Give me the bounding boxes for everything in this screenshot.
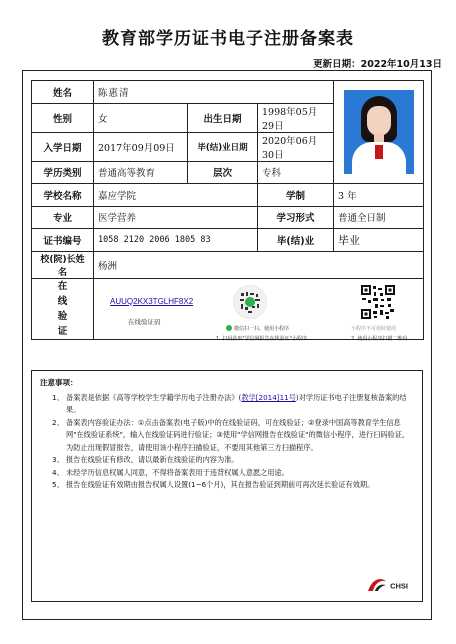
duration-value: 3 年: [334, 184, 424, 207]
chsi-logo-icon: [366, 575, 388, 593]
status-value: 毕业: [334, 229, 424, 252]
school-value: 嘉应学院: [94, 184, 258, 207]
mini-caption-1: 微信扫一扫，使用小程序: [226, 325, 289, 332]
major-value: 医学营养: [94, 206, 258, 229]
verify-label: 在 线 验 证: [32, 278, 94, 339]
grad-value: 2020年06月30日: [258, 132, 334, 161]
president-value: 杨洲: [94, 251, 424, 278]
gender-label: 性别: [32, 103, 94, 132]
cert-value: 1058 2120 2006 1805 83: [94, 229, 258, 252]
gender-value: 女: [94, 103, 188, 132]
notes-title: 注意事项：: [40, 378, 78, 387]
president-label: 校(院)长姓名: [32, 251, 94, 278]
photo-cell: [334, 81, 424, 184]
form-value: 普通全日制: [334, 206, 424, 229]
cert-label: 证书编号: [32, 229, 94, 252]
level-label: 层次: [188, 161, 258, 184]
category-label: 学历类别: [32, 161, 94, 184]
note-item: 3、 报告在线验证有修改，请以最新在线验证的内容为准。: [52, 455, 239, 464]
status-label: 毕(结)业: [258, 229, 334, 252]
update-date: 更新日期：2022年10月13日: [313, 59, 442, 70]
qr-caption-2: 2. 使用小程序扫描二维码: [351, 335, 408, 342]
birth-label: 出生日期: [188, 103, 258, 132]
note-item: 5、 报告在线验证有效期由报告权属人设置(1~6个月)，其在报告验证到期前可再次延长验证有效期。: [52, 480, 375, 489]
info-table: [31, 80, 424, 340]
mini-caption-2: 1. 扫码获取"学信网报告在线验证"小程序: [216, 335, 307, 342]
qr-caption-1: 小程序不可用时使用: [351, 325, 397, 332]
verification-code-link[interactable]: AUUQ2KX3TGLHF8X2: [110, 296, 194, 306]
enroll-label: 入学日期: [32, 132, 94, 161]
level-value: 专科: [258, 161, 334, 184]
check-icon: [226, 325, 232, 331]
name-label: 姓名: [32, 81, 94, 104]
enroll-value: 2017年09月09日: [94, 132, 188, 161]
qr-code-icon: [361, 285, 395, 319]
category-value: 普通高等教育: [94, 161, 188, 184]
note-item: 1、 备案表是依据《高等学校学生学籍学历电子注册办法》(教学[2014]11号)对学历证书电子注册复核备案的结果。: [52, 392, 407, 414]
note-item: 4、 未经学历信息权属人同意，不得将备案表用于违背权属人意愿之用途。: [52, 467, 289, 477]
grad-label: 毕(结)业日期: [188, 132, 258, 161]
mini-program-code-icon: [233, 285, 267, 319]
page-title: 教育部学历证书电子注册备案表: [102, 29, 354, 49]
school-label: 学校名称: [32, 184, 94, 207]
notes-box: [31, 370, 423, 602]
major-label: 专业: [32, 206, 94, 229]
form-label: 学习形式: [258, 206, 334, 229]
verify-cell: [94, 278, 424, 342]
regulation-link[interactable]: 教学[2014]11号: [241, 392, 296, 402]
birth-value: 1998年05月29日: [258, 103, 334, 132]
chsi-logo: CHSI: [366, 575, 408, 593]
duration-label: 学制: [258, 184, 334, 207]
name-value: 陈惠清: [94, 81, 334, 104]
verification-code-label: 在线验证码: [128, 317, 161, 326]
student-photo: [344, 90, 414, 174]
note-item: 2、 备案表内容验证办法：①点击备案表(电子版)中的在线验证码，可在线验证；②登录中国高等教育学生信息网"在线验证系统"，输入在线验证码进行验证；③使用"学信网报告在线验证"的微信小程序，进行扫码验证，为防止出现假冒报告，请使用该小程序扫描验证，不要用其他第三方扫描程序。: [52, 417, 410, 452]
